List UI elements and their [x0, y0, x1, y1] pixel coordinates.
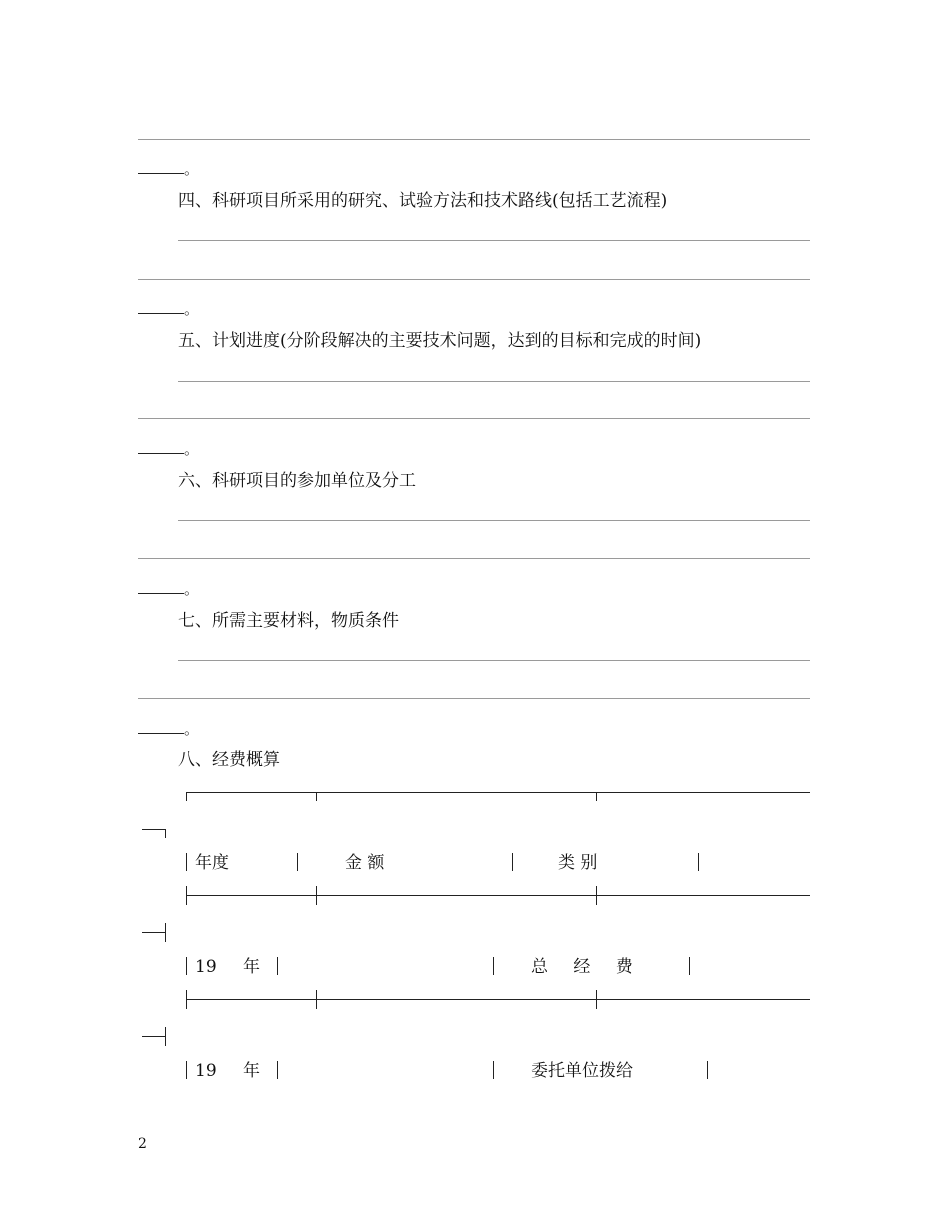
blank-line-end: 。: [138, 720, 199, 738]
table-border: [707, 1061, 708, 1079]
section-heading-6: 六、科研项目的参加单位及分工: [178, 471, 416, 491]
table-border: [698, 853, 699, 871]
table-border: [142, 1036, 166, 1037]
table-border: [186, 792, 810, 793]
table-border: [316, 886, 317, 905]
row-category: 委托单位拨给: [531, 1061, 633, 1081]
blank-line: [138, 279, 810, 280]
blank-line: [178, 520, 810, 521]
table-border: [186, 895, 810, 896]
blank-line: [138, 698, 810, 699]
row-year-unit: 年: [243, 1061, 260, 1081]
table-border: [596, 792, 597, 801]
blank-line: [138, 558, 810, 559]
blank-line-end: 。: [138, 160, 199, 178]
table-border: [186, 886, 187, 905]
table-border: [165, 1027, 166, 1046]
section-heading-5: 五、计划进度(分阶段解决的主要技术问题，达到的目标和完成的时间): [178, 331, 702, 351]
blank-line: [138, 139, 810, 140]
row-category: 总 经 费: [531, 957, 633, 977]
table-border: [493, 957, 494, 975]
table-border: [186, 853, 187, 871]
table-border: [689, 957, 690, 975]
table-border: [493, 1061, 494, 1079]
table-border: [186, 990, 187, 1009]
table-border: [596, 990, 597, 1009]
blank-line: [178, 660, 810, 661]
header-year: 年度: [195, 853, 229, 873]
table-border: [297, 853, 298, 871]
table-border: [186, 999, 810, 1000]
table-border: [165, 923, 166, 942]
header-amount: 金 额: [345, 853, 385, 873]
page-number: 2: [138, 1136, 147, 1152]
blank-line: [178, 381, 810, 382]
table-border: [186, 957, 187, 975]
blank-line: [178, 240, 810, 241]
table-border: [277, 1061, 278, 1079]
blank-line-end: 。: [138, 440, 199, 458]
section-heading-8: 八、经费概算: [178, 750, 280, 770]
table-border: [186, 1061, 187, 1079]
row-year-unit: 年: [243, 957, 260, 977]
row-year: 19: [195, 957, 217, 977]
blank-line-end: 。: [138, 580, 199, 598]
blank-line-end: 。: [138, 300, 199, 318]
header-category: 类 别: [558, 853, 598, 873]
table-border: [316, 990, 317, 1009]
table-border: [142, 932, 166, 933]
section-heading-4: 四、科研项目所采用的研究、试验方法和技术路线(包括工艺流程): [178, 191, 668, 211]
blank-line: [138, 418, 810, 419]
table-border: [512, 853, 513, 871]
table-border: [165, 829, 166, 838]
section-heading-7: 七、所需主要材料，物质条件: [178, 611, 399, 631]
table-border: [142, 829, 166, 830]
table-border: [277, 957, 278, 975]
table-border: [596, 886, 597, 905]
table-border: [316, 792, 317, 801]
table-border: [186, 792, 187, 801]
row-year: 19: [195, 1061, 217, 1081]
